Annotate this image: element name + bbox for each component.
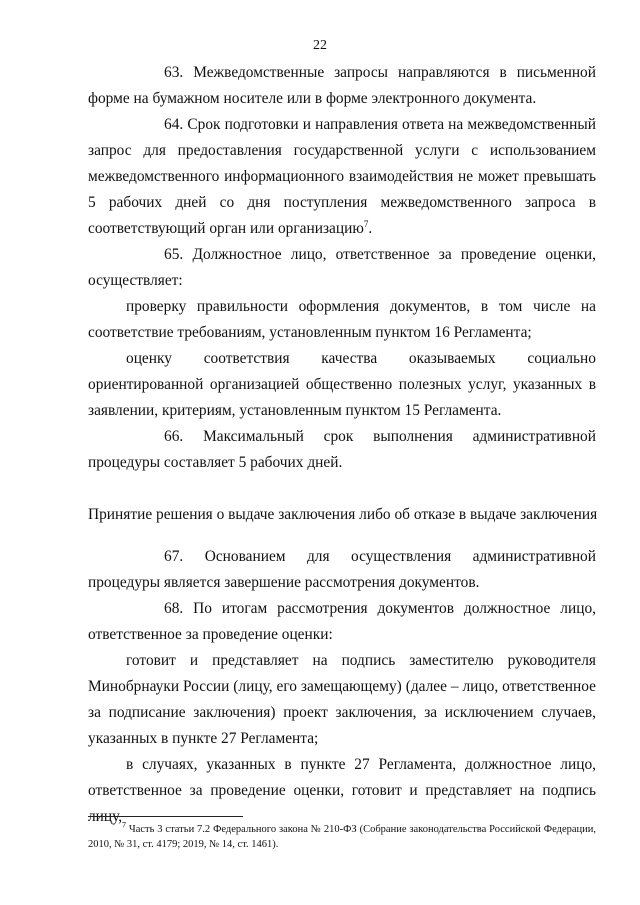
paragraph-65-item-1: проверку правильности оформления документов, в том числе на соответствие требованиям, установленным пунктом 16 Регламента; — [88, 298, 596, 341]
paragraph-number: 64. — [164, 116, 184, 133]
document-body — [88, 60, 596, 830]
paragraph-68-item-2: в случаях, указанных в пункте 27 Регламента, должностное лицо, ответственное за проведение оценки, готовит и представляет на подпись лицу, — [88, 756, 596, 825]
paragraph-text: Основанием для осуществления административной процедуры является завершение рассмотрения документов. — [88, 548, 596, 591]
paragraph-number: 63. — [164, 64, 184, 81]
paragraph-65 — [88, 242, 596, 294]
paragraph-68 — [88, 596, 596, 648]
footnote-text: Часть 3 статьи 7.2 Федерального закона № 210-ФЗ (Собрание законодательства Российской Федерации, 2010, № 31, ст. 4179; 2019, № 14, ст. 1461). — [88, 824, 597, 850]
footnote-number: 7 — [122, 820, 126, 830]
paragraph-text: Максимальный срок выполнения административной процедуры составляет 5 рабочих дней. — [88, 428, 596, 471]
paragraph-65-item-2: оценку соответствия качества оказываемых социально ориентированной организацией общественно полезных услуг, указанных в заявлении, критериям, установленным пунктом 15 Регламента. — [88, 350, 596, 419]
section-heading: Принятие решения о выдаче заключения либо об отказе в выдаче заключения — [88, 506, 598, 523]
footnote-reference[interactable]: 7 — [363, 218, 369, 229]
paragraph-text: Срок подготовки и направления ответа на межведомственный запрос для предоставления государственной услуги с использованием межведомственного информационного взаимодействия не может превышать 5 рабочих дней со дня поступления межведомственного запроса в соответствующий орган или организацию — [88, 116, 596, 237]
paragraph-text: Должностное лицо, ответственное за проведение оценки, осуществляет: — [88, 246, 596, 289]
page-number: 22 — [313, 38, 327, 53]
paragraph-text: Межведомственные запросы направляются в письменной форме на бумажном носителе или в форме электронного документа. — [88, 64, 596, 107]
paragraph-number: 68. — [164, 600, 184, 617]
paragraph-text: По итогам рассмотрения документов должностное лицо, ответственное за проведение оценки: — [88, 600, 596, 643]
paragraph-63 — [88, 60, 596, 112]
paragraph-68-item-1: готовит и представляет на подпись заместителю руководителя Минобрнауки России (лицу, его замещающему) (далее – лицо, ответственное за подписание заключения) проект заключения, за исключением случаев, указанных в пункте 27 Регламента; — [88, 652, 596, 747]
paragraph-64 — [88, 112, 596, 242]
paragraph-number: 67. — [164, 548, 184, 565]
paragraph-number: 66. — [164, 428, 184, 445]
footnote-divider — [88, 816, 243, 817]
paragraph-67 — [88, 544, 596, 596]
paragraph-number: 65. — [164, 246, 184, 263]
paragraph-end: . — [368, 220, 373, 237]
footnote — [88, 822, 596, 852]
paragraph-66 — [88, 424, 596, 476]
